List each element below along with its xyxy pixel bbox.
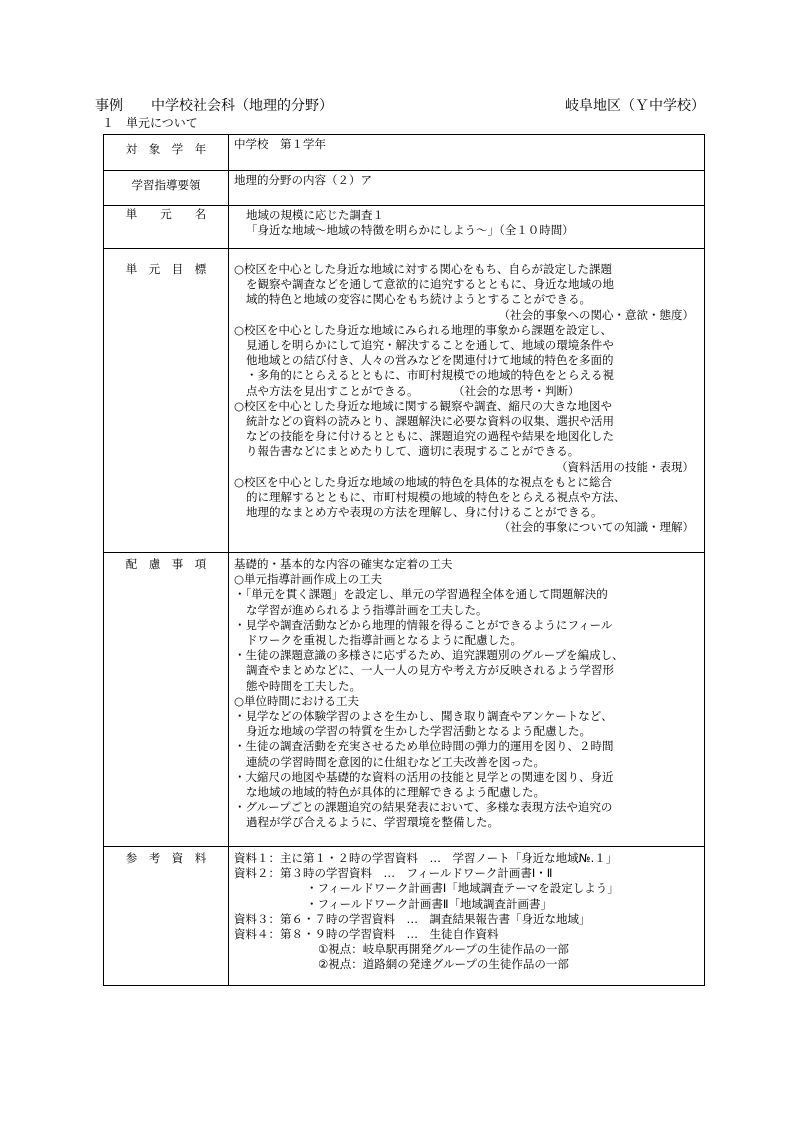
consideration-line: ドワークを重視した指導計画となるように配慮した。 [246, 633, 522, 648]
consideration-line: ・大縮尺の地図や基礎的な資料の活用の技能と見学との関連を図り、身近 [234, 769, 614, 784]
value-considerations [229, 553, 705, 847]
row-references [104, 847, 705, 986]
reference-line: ②視点：道路網の発達グループの生徒作品の一部 [318, 957, 569, 972]
goal-line: 統計などの資料の読みとり、課題解決に必要な資料の収集、選択や活用 [246, 414, 614, 429]
goal-line: 見通しを明らかにして追究・解決することを通して、地域の環境条件や [246, 338, 614, 353]
goal-line: ・多角的にとらえるとともに、市町村規模での地域的特色をとらえる視 [246, 368, 614, 383]
reference-line: 資料１：主に第１・２時の学習資料 … 学習ノート「身近な地域№.１」 [234, 851, 618, 865]
row-goals [104, 249, 705, 553]
value-references [229, 847, 705, 986]
consideration-line: な地域の地域的特色が具体的に理解できるよう配慮した。 [246, 785, 545, 800]
consideration-line: 態や時間を工夫した。 [246, 678, 361, 693]
goal-line: ○校区を中心とした身近な地域に関する観察や調査、縮尺の大きな地図や [234, 398, 613, 413]
goal-line: ○校区を中心とした身近な地域の地域的特色を具体的な視点をもとに総合 [234, 474, 613, 489]
document-header [95, 95, 707, 115]
row-considerations [104, 553, 705, 847]
unit-line: 地域の規模に応じた調査１ [246, 208, 384, 222]
consideration-line: ・「単元を貫く課題」を設定し、単元の学習過程全体を通して問題解決的 [234, 587, 608, 602]
unit-table [103, 134, 705, 986]
reference-line: ①視点：岐阜駅再開発グループの生徒作品の一部 [318, 942, 569, 957]
label-grade: 対 象 学 年 [104, 135, 229, 171]
label-unit: 単 元 名 [104, 206, 229, 249]
row-grade [104, 135, 705, 171]
goal-line: などの技能を身に付けるとともに、課題追究の過程や結果を地図化した [246, 429, 614, 444]
goal-line: 域的特色と地域の変容に関心をもち続けようとすることができる。 [246, 292, 591, 307]
consideration-line: ・グループごとの課題追究の結果発表において、多様な表現方法や追究の [234, 800, 613, 815]
consideration-line: 調査やまとめなどに、一人一人の見方や考え方が反映されるよう学習形 [246, 663, 614, 678]
consideration-line: ・生徒の課題意識の多様さに応ずるため、追究課題別のグループを編成し、 [234, 648, 624, 663]
consideration-line: 過程が学び合えるように、学習環境を整備した。 [246, 815, 499, 830]
value-goals [229, 249, 705, 553]
consideration-line: ・見学などの体験学習のよさを生かし、聞き取り調査やアンケートなど、 [234, 709, 613, 724]
row-unit [104, 206, 705, 249]
reference-line: ・フィールドワーク計画書Ⅱ「地域調査計画書」 [306, 896, 553, 911]
row-guideline [104, 171, 705, 206]
goal-line: 点や方法を見出すことができる。 （社会的な思考・判断） [246, 383, 580, 398]
consideration-line: 連続の学習時間を意図的に仕組むなど工夫改善を図った。 [246, 754, 545, 769]
goal-viewpoint: （資料活用の技能・表現） [556, 459, 694, 474]
school-district: 岐阜地区（Ｙ中学校） [565, 98, 705, 114]
consideration-line: な学習が進められるよう指導計画を工夫した。 [246, 602, 488, 617]
consideration-line: 基礎的・基本的な内容の確実な定着の工夫 [234, 557, 453, 571]
label-goals: 単 元 目 標 [104, 249, 229, 553]
goal-line: ○校区を中心とした身近な地域に対する関心をもち、自らが設定した課題 [234, 262, 613, 276]
consideration-line: ・生徒の調査活動を充実させるため単位時間の弾力的運用を図り、２時間 [234, 739, 614, 754]
consideration-line: ○単位時間における工夫 [234, 693, 360, 708]
goal-line: を観察や調査などを通して意欲的に追究するとともに、身近な地域の地 [246, 277, 614, 292]
consideration-line: ・見学や調査活動などから地理的情報を得ることができるようにフィール [234, 617, 613, 632]
unit-line: 「身近な地域～地域の特徴を明らかにしよう～」（全１０時間） [246, 223, 574, 238]
label-guideline: 学習指導要領 [104, 171, 229, 206]
reference-line: ・フィールドワーク計画書Ⅰ「地域調査テーマを設定しよう」 [306, 881, 619, 896]
value-guideline: 地理的分野の内容（２）ア [229, 171, 705, 206]
goal-viewpoint: （社会的事象についての知識・理解） [498, 520, 694, 535]
goal-line: 他地域との結び付き、人々の営みなどを関連付けて地域的特色を多面的 [246, 353, 614, 368]
consideration-line: ○単元指導計画作成上の工夫 [234, 572, 383, 587]
reference-line: 資料３：第６・７時の学習資料 … 調査結果報告書「身近な地域」 [234, 911, 591, 926]
goal-line: り報告書などにまとめたりして、適切に表現することができる。 [246, 444, 580, 459]
goal-line: 的に理解するとともに、市町村規模の地域的特色をとらえる視点や方法、 [246, 490, 626, 505]
label-considerations: 配 慮 事 項 [104, 553, 229, 847]
value-unit [229, 206, 705, 249]
reference-line: 資料４：第８・９時の学習資料 … 生徒自作資料 [234, 927, 499, 942]
label-references: 参 考 資 料 [104, 847, 229, 986]
goal-viewpoint: （社会的事象への関心・意欲・態度） [498, 307, 694, 322]
goal-line: 地理的なまとめ方や表現の方法を理解し、身に付けることができる。 [246, 505, 603, 520]
consideration-line: 身近な地域の学習の特質を生かした学習活動となるよう配慮した。 [246, 724, 591, 739]
case-title: 事例 中学校社会科（地理的分野） [95, 98, 333, 114]
goal-line: ○校区を中心とした身近な地域にみられる地理的事象から課題を設定し、 [234, 322, 613, 337]
reference-line: 資料２：第３時の学習資料 … フィールドワーク計画書Ⅰ・Ⅱ [234, 866, 553, 881]
value-grade: 中学校 第１学年 [229, 135, 705, 171]
section-title: １ 単元について [102, 116, 198, 130]
